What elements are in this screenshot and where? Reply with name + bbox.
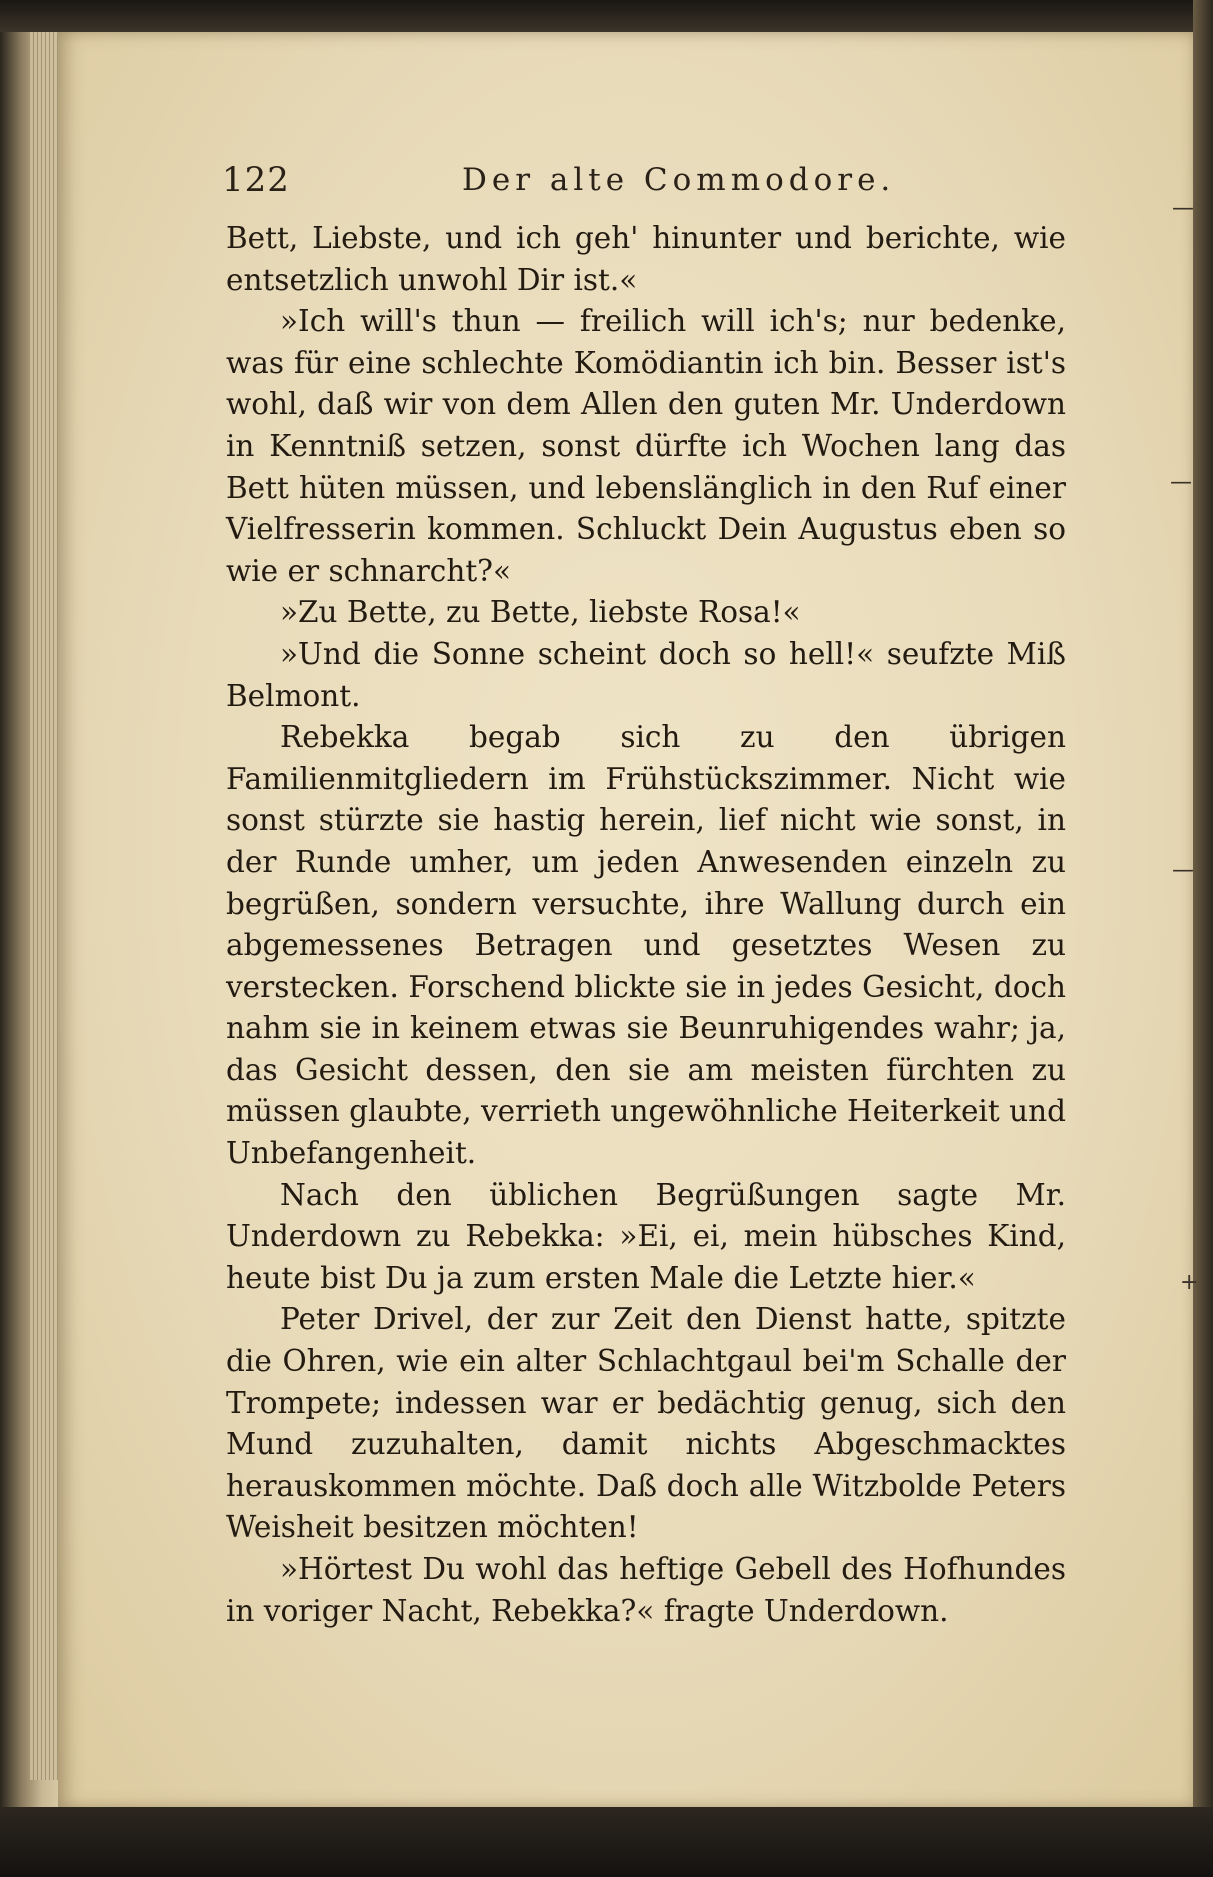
paragraph: »Hörtest Du wohl das heftige Gebell des Hofhundes in voriger Nacht, Rebekka?« fragte Underdown. bbox=[226, 1552, 1066, 1628]
scan-right-border bbox=[1193, 0, 1213, 1877]
scan-bottom-border bbox=[0, 1807, 1213, 1877]
scan-top-border bbox=[0, 0, 1213, 32]
page-header bbox=[222, 160, 1062, 206]
paragraph: Bett, Liebste, und ich geh' hinunter und berichte, wie entsetzlich unwohl Dir ist.« bbox=[226, 221, 1066, 297]
page-number: 122 bbox=[222, 160, 290, 200]
paragraph: »Ich will's thun — freilich will ich's; nur bedenke, was für eine schlechte Komödiantin ich bin. Besser ist's wohl, daß wir von dem Allen den guten Mr. Underdown in Kenntniß setzen, sonst dürfte ich Wochen lang das Bett hüten müssen, und lebenslänglich in den Ruf einer Vielfresserin kommen. Schluckt Dein Augustus eben so wie er schnarcht?« bbox=[226, 304, 1066, 588]
margin-mark: — bbox=[1170, 470, 1192, 495]
paragraph: Rebekka begab sich zu den übrigen Familienmitgliedern im Frühstückszimmer. Nicht wie sonst stürzte sie hastig herein, lief nicht wie sonst, in der Runde umher, um jeden Anwesenden einzeln zu begrüßen, sondern versuchte, ihre Wallung durch ein abgemessenes Betragen und gesetztes Wesen zu verstecken. Forschend blickte sie in jedes Gesicht, doch nahm sie in keinem etwas sie Beunruhigendes wahr; ja, das Gesicht dessen, den sie am meisten fürchten zu müssen glaubte, verrieth ungewöhnliche Heiterkeit und Unbefangenheit. bbox=[226, 720, 1066, 1171]
paragraph: »Und die Sonne scheint doch so hell!« seufzte Miß Belmont. bbox=[226, 636, 1066, 713]
margin-mark: + bbox=[1180, 1270, 1199, 1295]
margin-mark: — bbox=[1172, 858, 1194, 883]
margin-mark: — bbox=[1172, 196, 1194, 221]
body-text bbox=[226, 218, 1066, 1632]
running-title: Der alte Commodore. bbox=[462, 162, 896, 198]
paragraph: Nach den üblichen Begrüßungen sagte Mr. Underdown zu Rebekka: »Ei, ei, mein hübsches Kind, heute bist Du ja zum ersten Male die Letzte hier.« bbox=[226, 1177, 1066, 1295]
paragraph: »Zu Bette, zu Bette, liebste Rosa!« bbox=[280, 595, 801, 630]
paragraph: Peter Drivel, der zur Zeit den Dienst hatte, spitzte die Ohren, wie ein alter Schlachtgaul bei'm Schalle der Trompete; indessen war er bedächtig genug, sich den Mund zuzuhalten, damit nichts Abgeschmacktes herauskommen möchte. Daß doch alle Witzbolde Peters Weisheit besitzen möchten! bbox=[226, 1302, 1066, 1545]
